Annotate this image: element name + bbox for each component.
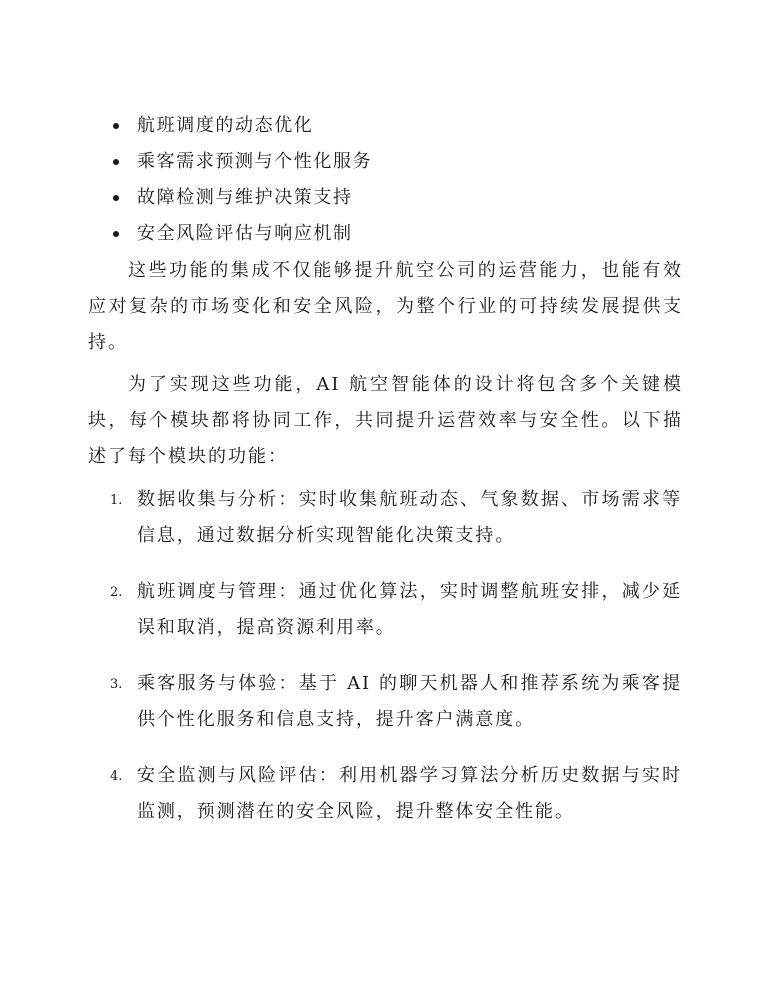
bullet-item — [0, 108, 765, 144]
list-number: 1. — [110, 493, 123, 508]
module-description: 航班调度与管理：通过优化算法，实时调整航班安排，减少延误和取消，提高资源利用率。 — [137, 581, 682, 638]
integration-paragraph: 这些功能的集成不仅能够提升航空公司的运营能力，也能有效应对复杂的市场变化和安全风险，为整个行业的可持续发展提供支持。 — [88, 260, 683, 353]
module-list-item — [0, 758, 682, 830]
bullet-item — [0, 180, 765, 216]
list-number: 2. — [110, 585, 123, 600]
bullet-dot-icon — [113, 195, 119, 201]
module-list-item — [0, 666, 682, 738]
bullet-text: 安全风险评估与响应机制 — [137, 223, 353, 244]
module-list-item — [0, 482, 682, 554]
modules-intro-paragraph: 为了实现这些功能，AI 航空智能体的设计将包含多个关键模块，每个模块都将协同工作，共同提升运营效率与安全性。以下描述了每个模块的功能： — [88, 374, 683, 467]
feature-bullet-list — [0, 108, 765, 252]
module-description: 乘客服务与体验：基于 AI 的聊天机器人和推荐系统为乘客提供个性化服务和信息支持，提升客户满意度。 — [137, 673, 682, 730]
list-number: 3. — [110, 677, 123, 692]
bullet-text: 航班调度的动态优化 — [137, 115, 314, 136]
module-list-item — [0, 574, 682, 646]
module-numbered-list — [0, 482, 765, 850]
bullet-item — [0, 144, 765, 180]
module-description: 安全监测与风险评估：利用机器学习算法分析历史数据与实时监测，预测潜在的安全风险，提升整体安全性能。 — [137, 765, 682, 822]
bullet-text: 故障检测与维护决策支持 — [137, 187, 353, 208]
bullet-text: 乘客需求预测与个性化服务 — [137, 151, 373, 172]
list-number: 4. — [110, 769, 123, 784]
bullet-dot-icon — [113, 231, 119, 237]
module-description: 数据收集与分析：实时收集航班动态、气象数据、市场需求等信息，通过数据分析实现智能化决策支持。 — [137, 489, 682, 546]
bullet-item — [0, 216, 765, 252]
bullet-dot-icon — [113, 123, 119, 129]
bullet-dot-icon — [113, 159, 119, 165]
